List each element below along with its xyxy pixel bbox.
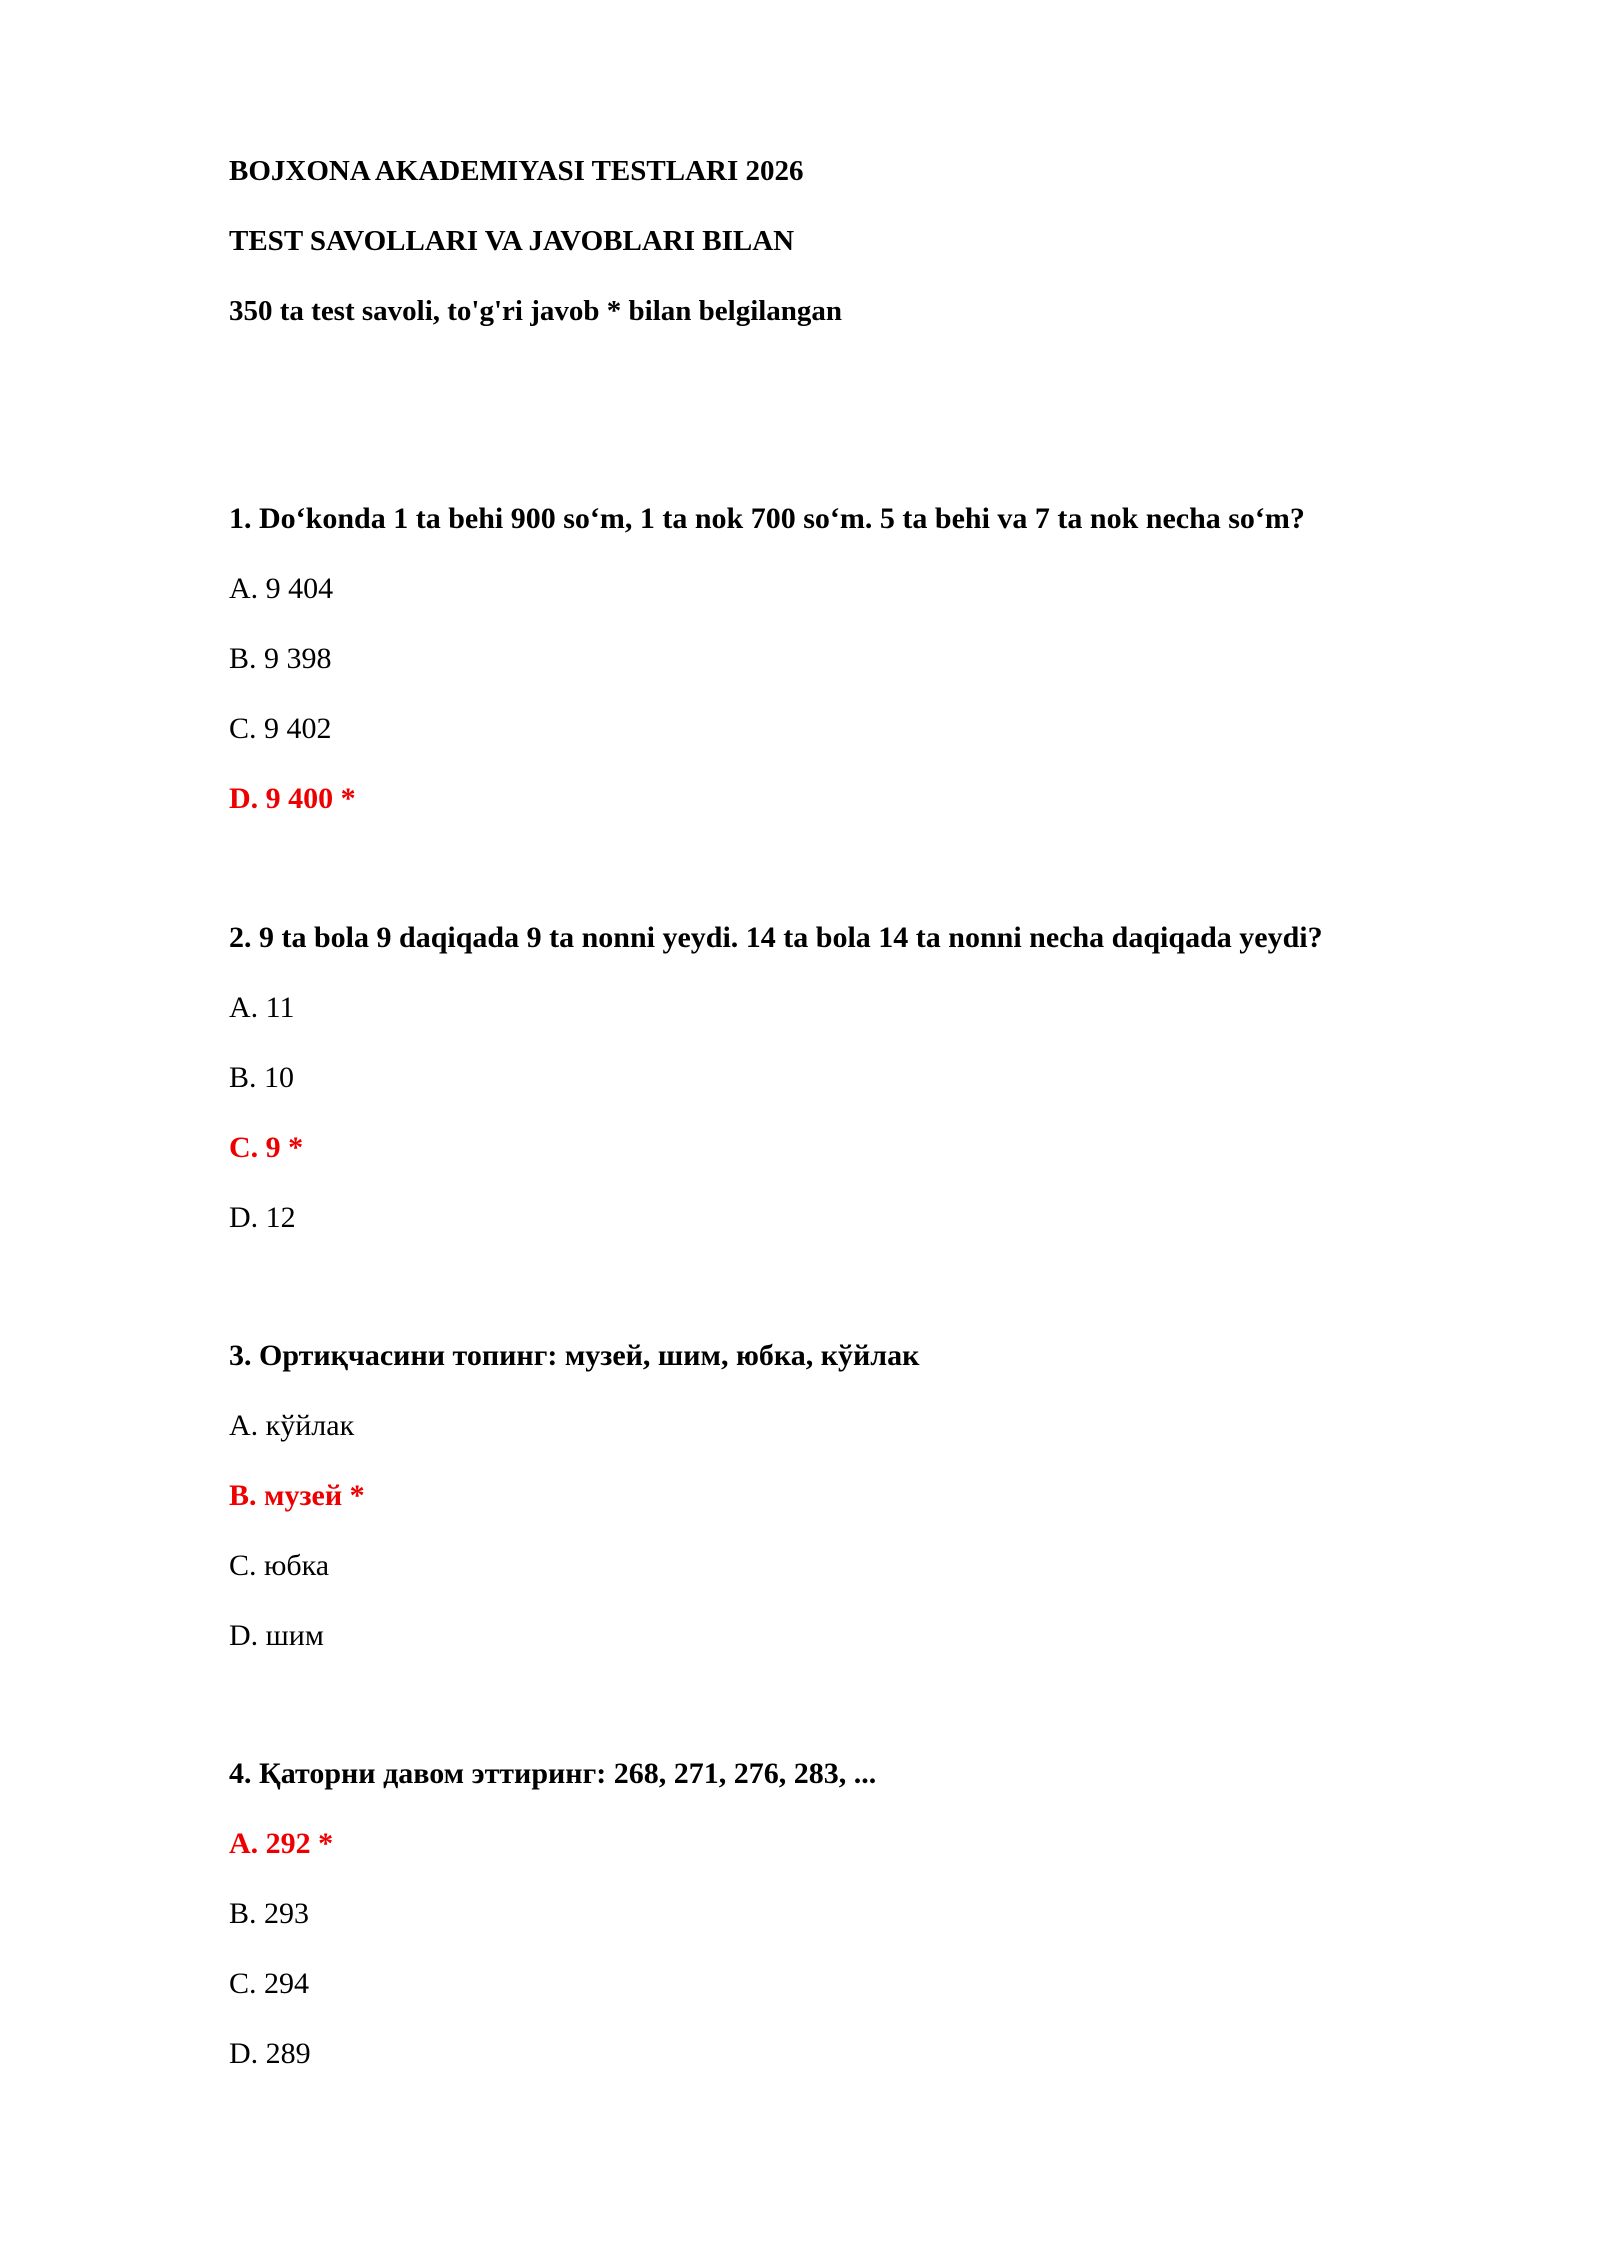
question-3 xyxy=(229,1338,1479,1654)
option-b: B. 293 xyxy=(229,1897,310,1930)
option-b: B. 10 xyxy=(229,1061,295,1094)
option-d: D. 12 xyxy=(229,1201,296,1234)
question-text: 4. Қаторни давом эттиринг: 268, 271, 276, 283, ... xyxy=(229,1757,877,1790)
option-c: C. 9 402 xyxy=(229,712,332,745)
question-1 xyxy=(229,501,1479,817)
document-subtitle: TEST SAVOLLARI VA JAVOBLARI BILAN xyxy=(229,225,795,257)
option-a: A. 9 404 xyxy=(229,572,334,605)
option-d-correct: D. 9 400 * xyxy=(229,782,356,815)
document-title: BOJXONA AKADEMIYASI TESTLARI 2026 xyxy=(229,155,804,187)
option-a: A. кўйлак xyxy=(229,1409,355,1442)
option-a-correct: A. 292 * xyxy=(229,1827,334,1860)
option-a: A. 11 xyxy=(229,991,295,1024)
question-text: 1. Do‘konda 1 ta behi 900 so‘m, 1 ta nok 700 so‘m. 5 ta behi va 7 ta nok necha so‘m? xyxy=(229,502,1305,535)
question-text: 2. 9 ta bola 9 daqiqada 9 ta nonni yeydi. 14 ta bola 14 ta nonni necha daqiqada yeydi? xyxy=(229,921,1323,954)
question-2 xyxy=(229,920,1479,1236)
option-b: B. 9 398 xyxy=(229,642,332,675)
question-4 xyxy=(229,1756,1479,2072)
option-d: D. шим xyxy=(229,1619,324,1652)
option-c-correct: C. 9 * xyxy=(229,1131,304,1164)
option-c: C. юбка xyxy=(229,1549,330,1582)
option-b-correct: B. музей * xyxy=(229,1479,365,1512)
option-d: D. 289 xyxy=(229,2037,311,2070)
question-text: 3. Ортиқчасини топинг: музей, шим, юбка, кўйлак xyxy=(229,1339,920,1372)
document-note: 350 ta test savoli, to'g'ri javob * bilan belgilangan xyxy=(229,295,843,327)
option-c: C. 294 xyxy=(229,1967,310,2000)
